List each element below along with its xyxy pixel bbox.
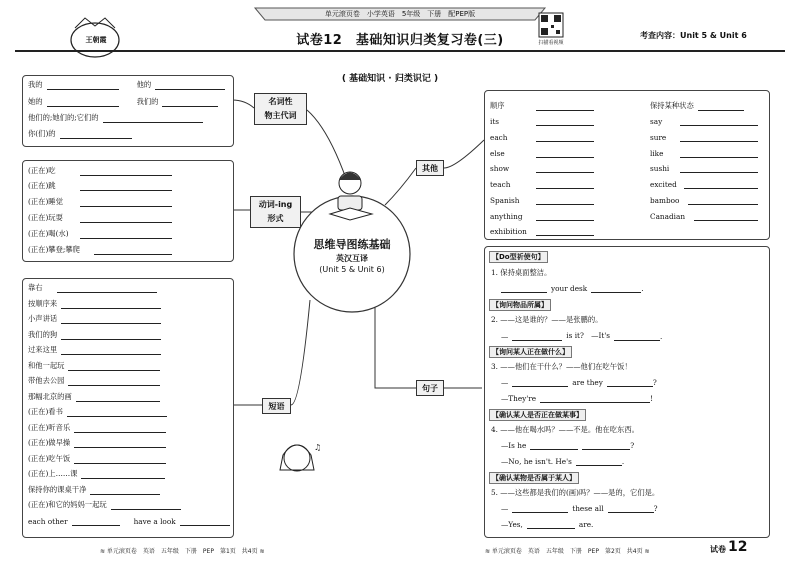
phrase-label: have a look: [133, 517, 176, 526]
answer-blank[interactable]: [72, 518, 120, 526]
vocab-label: anything: [490, 211, 523, 221]
answer-blank[interactable]: [698, 103, 744, 111]
answer-blank[interactable]: [536, 150, 594, 158]
pronoun-row: [28, 80, 225, 90]
answer-blank[interactable]: [536, 228, 594, 236]
answer-blank[interactable]: [607, 379, 653, 387]
vocab-label: 保持某种状态: [650, 100, 694, 110]
answer-blank[interactable]: [614, 332, 663, 341]
answer-blank[interactable]: [76, 394, 160, 402]
section-header: [489, 409, 586, 421]
vocab-label: excited: [650, 180, 677, 190]
tag-line: 动词-ing: [258, 200, 293, 209]
phrase-box: [22, 278, 234, 538]
ing-row: [28, 181, 172, 191]
question-text: 1. 保持桌面整洁。: [491, 268, 552, 277]
answer-blank[interactable]: [47, 82, 119, 90]
question-text: 2. ——这是谁的？——是张鹏的。: [491, 315, 603, 324]
tag-phrase: 短语: [262, 398, 291, 414]
ing-label: (正在)跳: [28, 181, 56, 190]
section-header: [489, 472, 579, 484]
answer-blank[interactable]: [501, 285, 547, 293]
boy-reading-illustration: [330, 172, 372, 220]
vocab-row: [650, 158, 758, 174]
page-prefix: 试卷: [710, 545, 726, 554]
qr-label: 扫描看视频: [538, 40, 564, 46]
pronoun-row: [28, 129, 132, 139]
answer-blank[interactable]: [57, 285, 157, 293]
answer-line: [501, 441, 634, 450]
phrase-label: 和他一起玩: [28, 360, 65, 370]
answer-blank[interactable]: [536, 118, 594, 126]
ing-label: (正在)攀登;攀爬: [28, 245, 80, 254]
answer-line: [501, 457, 624, 466]
section-header-label: 【确认某人是否正在做某事】: [489, 409, 586, 421]
vocab-label: exhibition: [490, 227, 527, 237]
answer-blank[interactable]: [582, 442, 630, 450]
answer-blank[interactable]: [80, 215, 172, 223]
pronoun-label: 她的: [28, 97, 43, 106]
vocab-label: sure: [650, 133, 667, 143]
answer-blank[interactable]: [47, 99, 119, 107]
phrase-label: (正在)上……课: [28, 469, 78, 478]
phrase-row: [28, 299, 161, 309]
question-text: 5. ——这些都是我们的(画)吗？——是的，它们是。: [491, 488, 660, 497]
center-units: (Unit 5 & Unit 6): [319, 265, 385, 274]
answer-blank[interactable]: [536, 181, 594, 189]
answer-blank[interactable]: [61, 347, 161, 355]
phrase-row: [28, 407, 167, 417]
phrase-label: 保持你的课桌干净: [28, 484, 87, 494]
tag-sentence: 句子: [416, 380, 444, 396]
answer-text: is it? —It's: [566, 331, 611, 340]
phrase-label: 过来这里: [28, 345, 58, 354]
answer-blank[interactable]: [80, 168, 172, 176]
phrase-label: 带他去公园: [28, 376, 65, 385]
answer-blank[interactable]: [512, 505, 568, 513]
answer-blank[interactable]: [688, 197, 758, 205]
answer-blank[interactable]: [536, 165, 594, 173]
answer-blank[interactable]: [512, 379, 568, 387]
answer-blank[interactable]: [94, 247, 172, 255]
tag-other: 其他: [416, 160, 444, 176]
answer-text: —No, he isn't. He's: [501, 457, 572, 466]
vocab-row: [650, 111, 758, 127]
phrase-row: [28, 345, 161, 355]
vocab-row: [490, 126, 594, 142]
section-header: [489, 299, 551, 311]
answer-text: are.: [578, 520, 594, 529]
answer-blank[interactable]: [694, 213, 758, 221]
answer-blank[interactable]: [155, 82, 225, 90]
answer-blank[interactable]: [74, 440, 166, 448]
ing-row: [28, 197, 172, 207]
vocab-row: [490, 205, 594, 221]
phrase-row: [28, 330, 161, 340]
answer-blank[interactable]: [536, 197, 594, 205]
center-subtitle: 英汉互译: [336, 254, 368, 263]
page-number: [710, 537, 747, 555]
answer-blank[interactable]: [536, 103, 594, 111]
vocab-row: [650, 173, 758, 189]
page-title: 试卷12 基础知识归类复习卷(三): [296, 33, 504, 48]
other-vocab-box: [484, 90, 770, 240]
answer-text: your desk: [551, 284, 588, 293]
answer-text: —They're: [501, 394, 537, 403]
answer-line: [501, 520, 593, 529]
answer-blank[interactable]: [80, 183, 172, 191]
vocab-label: Spanish: [490, 195, 520, 205]
vocab-row: [650, 189, 758, 205]
phrase-label: 按顺序来: [28, 298, 58, 308]
answer-blank[interactable]: [80, 231, 172, 239]
ing-row: [28, 245, 172, 255]
vocab-label: like: [650, 148, 664, 158]
answer-text: —: [501, 504, 509, 513]
pronoun-label: 他们的;她们的;它们的: [28, 113, 99, 122]
phrase-row: [28, 454, 166, 464]
question-text: 4. ——他在喝水吗？——不是。他在吃东西。: [491, 425, 639, 434]
phrase-label: (正在)做早操: [28, 438, 71, 447]
svg-text:♫: ♫: [314, 443, 322, 452]
phrase-row: [28, 517, 230, 526]
phrase-row: [28, 485, 160, 495]
answer-blank[interactable]: [60, 131, 132, 139]
section-header: [489, 251, 548, 263]
answer-text: are they: [572, 378, 603, 387]
section-banner: ( 基础知识 · 归类识记 ): [341, 74, 439, 84]
ing-row: [28, 213, 172, 223]
phrase-row: [28, 423, 166, 433]
answer-text: ?: [652, 378, 657, 387]
answer-line: [501, 504, 658, 513]
phrase-label: (正在)听音乐: [28, 422, 71, 432]
phrase-row: [28, 438, 166, 448]
header-info: 单元滚页卷 小学英语 5年级 下册 配PEP版: [324, 10, 476, 18]
phrase-row: [28, 500, 181, 510]
vocab-row: [490, 173, 594, 189]
sentence-box: [484, 246, 770, 538]
answer-blank[interactable]: [103, 115, 203, 123]
answer-blank[interactable]: [680, 150, 758, 158]
answer-text: these all: [572, 504, 604, 513]
phrase-label: 那幅北京的画: [28, 391, 72, 401]
section-header-label: 【确认某物是否属于某人】: [489, 472, 579, 484]
ing-label: (正在)睡觉: [28, 197, 63, 206]
vocab-label: teach: [490, 180, 511, 190]
vocab-label: else: [490, 148, 505, 158]
answer-blank[interactable]: [536, 213, 594, 221]
answer-line: [501, 331, 662, 341]
section-header-label: 【询问某人正在做什么】: [489, 346, 572, 358]
vocab-row: [650, 205, 758, 221]
tag-line: 形式: [267, 214, 284, 223]
answer-text: .: [621, 457, 625, 466]
phrase-label: (正在)吃午饭: [28, 453, 71, 463]
ing-box: [22, 160, 234, 262]
vocab-label: each: [490, 133, 508, 143]
section-header-label: 【询问物品所属】: [489, 299, 551, 311]
tag-line: 名词性: [268, 97, 293, 106]
tag-pronoun: [254, 93, 307, 125]
pronoun-row: [28, 97, 218, 107]
answer-blank[interactable]: [67, 409, 167, 417]
pronoun-label: 我们的: [136, 97, 159, 106]
ing-label: (正在)吃: [28, 166, 56, 175]
vocab-label: show: [490, 164, 510, 174]
vocab-row: [490, 95, 594, 111]
vocab-label: bamboo: [650, 195, 680, 205]
logo-text: 王朝霞: [85, 36, 107, 44]
answer-blank[interactable]: [162, 99, 218, 107]
answer-blank[interactable]: [80, 199, 172, 207]
section-header: [489, 346, 572, 358]
phrase-label: 小声讲话: [28, 314, 58, 323]
vocab-row: [490, 142, 594, 158]
tag-ing-form: [250, 196, 301, 228]
vocab-label: sushi: [650, 164, 670, 174]
other-left-column: [490, 95, 594, 236]
vocab-label: 顺序: [490, 100, 505, 110]
answer-blank[interactable]: [61, 316, 161, 324]
answer-blank[interactable]: [684, 181, 758, 189]
answer-text: —Is he: [501, 441, 527, 450]
phrase-label: (正在)看书: [28, 407, 63, 416]
pronoun-label: 他的: [136, 80, 152, 89]
answer-blank[interactable]: [61, 332, 161, 340]
answer-text: ?: [653, 504, 658, 513]
vocab-row: [490, 158, 594, 174]
phrase-row: [28, 469, 165, 479]
question-text: 3. ——他们在干什么？——他们在吃午饭！: [491, 362, 632, 371]
title-divider: [15, 50, 785, 52]
answer-blank[interactable]: [68, 378, 160, 386]
pronoun-label: 你(们)的: [28, 129, 56, 138]
answer-blank[interactable]: [90, 487, 160, 495]
tag-line: 物主代词: [264, 111, 297, 120]
vocab-row: [650, 95, 758, 111]
pronoun-row: [28, 113, 203, 123]
phrase-row: [28, 314, 161, 324]
answer-text: —: [501, 332, 509, 341]
answer-text: —: [501, 378, 509, 387]
answer-text: —Yes,: [501, 520, 523, 529]
answer-blank[interactable]: [527, 521, 575, 529]
answer-line: your desk .: [501, 284, 644, 293]
vocab-label: say: [650, 117, 663, 127]
page-num: 12: [728, 539, 748, 555]
footer-right: ≋ 单元滚页卷 英语 五年级 下册 PEP 第2页 共4页 ≋: [485, 548, 650, 555]
answer-blank[interactable]: [81, 471, 165, 479]
phrase-row: [28, 283, 157, 293]
pronoun-box: [22, 75, 234, 147]
answer-blank[interactable]: [680, 134, 758, 142]
phrase-row: [28, 361, 160, 371]
answer-blank[interactable]: [530, 442, 578, 450]
exam-scope: 考查内容：Unit 5 & Unit 6: [640, 31, 747, 40]
phrase-label: (正在)和它的妈妈一起玩: [28, 500, 107, 509]
vocab-row: [650, 142, 758, 158]
answer-blank[interactable]: [74, 456, 166, 464]
footer-left: ≋ 单元滚页卷 英语 五年级 下册 PEP 第1页 共4页 ≋: [100, 548, 265, 555]
phrase-row: [28, 376, 160, 386]
answer-blank[interactable]: [180, 518, 230, 526]
answer-line: [501, 394, 653, 403]
ing-row: [28, 229, 172, 239]
answer-blank[interactable]: [68, 363, 160, 371]
answer-blank[interactable]: [591, 285, 641, 293]
answer-text: ?: [630, 441, 635, 450]
vocab-row: [490, 111, 594, 127]
answer-blank[interactable]: [680, 165, 758, 173]
vocab-label: Canadian: [650, 211, 686, 221]
answer-blank[interactable]: [540, 395, 650, 403]
answer-blank[interactable]: [576, 457, 625, 466]
answer-text: !: [650, 394, 654, 403]
ing-label: (正在)喝(水): [28, 229, 69, 238]
vocab-row: [490, 221, 594, 237]
answer-blank[interactable]: [536, 134, 594, 142]
phrase-label: each other: [28, 517, 68, 526]
answer-blank[interactable]: [74, 425, 166, 433]
answer-blank[interactable]: [608, 505, 654, 513]
phrase-label: 我们的狗: [28, 329, 58, 339]
vocab-row: [650, 126, 758, 142]
answer-blank[interactable]: [512, 333, 562, 341]
answer-text: .: [660, 332, 663, 341]
ing-label: (正在)玩耍: [28, 213, 63, 222]
pronoun-label: 我的: [28, 80, 43, 89]
center-title: 思维导图练基础: [313, 238, 391, 251]
section-header-label: 【Do型祈使句】: [489, 251, 548, 263]
ing-row: [28, 166, 172, 176]
answer-line: [501, 378, 657, 387]
vocab-row: [490, 189, 594, 205]
answer-blank[interactable]: [111, 502, 181, 510]
answer-blank[interactable]: [680, 118, 758, 126]
girl-illustration: [280, 443, 321, 471]
answer-blank[interactable]: [61, 301, 161, 309]
phrase-row: [28, 392, 160, 402]
vocab-label: its: [490, 117, 500, 127]
other-right-column: [650, 95, 758, 221]
phrase-label: 靠右: [28, 283, 43, 292]
